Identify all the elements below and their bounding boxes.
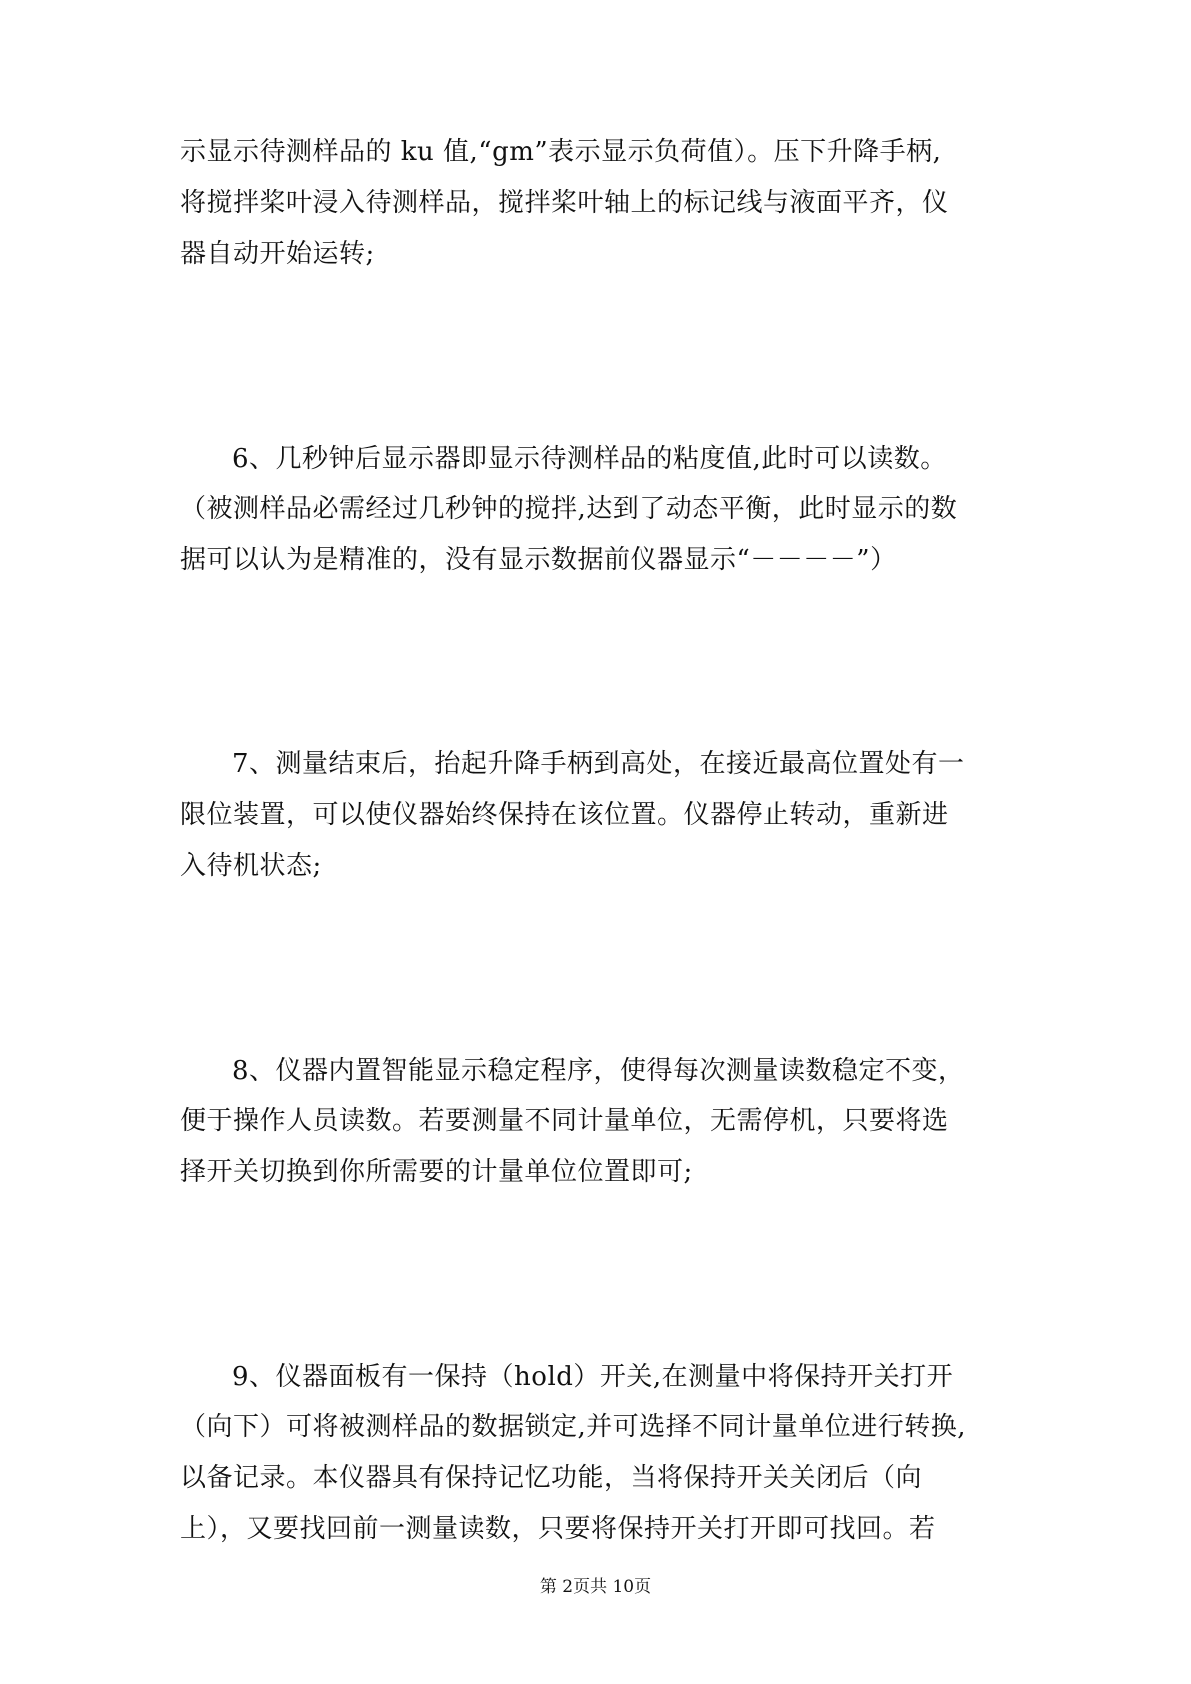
paragraph-8-line-3: 择开关切换到你所需要的计量单位位置即可;: [180, 1157, 693, 1187]
paragraph-9-line-2: （向下）可将被测样品的数据锁定,并可选择不同计量单位进行转换,: [180, 1412, 967, 1442]
paragraph-5-line-3: 器自动开始运转;: [180, 239, 375, 269]
page-number-footer: 第 2页共 10页: [539, 1577, 652, 1597]
paragraph-8-line-1: 8、仪器内置智能显示稳定程序，使得每次测量读数稳定不变，: [232, 1056, 965, 1086]
paragraph-9-line-1: 9、仪器面板有一保持（hold）开关,在测量中将保持开关打开: [232, 1362, 954, 1392]
paragraph-6-line-1: 6、几秒钟后显示器即显示待测样品的粘度值,此时可以读数。: [232, 444, 947, 474]
paragraph-7-line-2: 限位装置，可以使仪器始终保持在该位置。仪器停止转动，重新进: [180, 800, 949, 830]
paragraph-7-line-3: 入待机状态;: [180, 851, 322, 881]
paragraph-9-line-3: 以备记录。本仪器具有保持记忆功能，当将保持开关关闭后（向: [180, 1463, 923, 1493]
paragraph-9-line-4: 上），又要找回前一测量读数，只要将保持开关打开即可找回。若: [180, 1514, 936, 1544]
paragraph-7-line-1: 7、测量结束后，抬起升降手柄到高处，在接近最高位置处有一: [232, 749, 965, 779]
paragraph-8-line-2: 便于操作人员读数。若要测量不同计量单位，无需停机，只要将选: [180, 1106, 949, 1136]
paragraph-5-line-2: 将搅拌桨叶浸入待测样品，搅拌桨叶轴上的标记线与液面平齐，仪: [180, 188, 949, 218]
paragraph-5-line-1: 示显示待测样品的 ku 值,“gm”表示显示负荷值）。压下升降手柄,: [180, 137, 942, 167]
paragraph-6-line-3: 据可以认为是精准的，没有显示数据前仪器显示“－－－－”）: [180, 545, 897, 575]
paragraph-6-line-2: （被测样品必需经过几秒钟的搅拌,达到了动态平衡，此时显示的数: [180, 494, 958, 524]
